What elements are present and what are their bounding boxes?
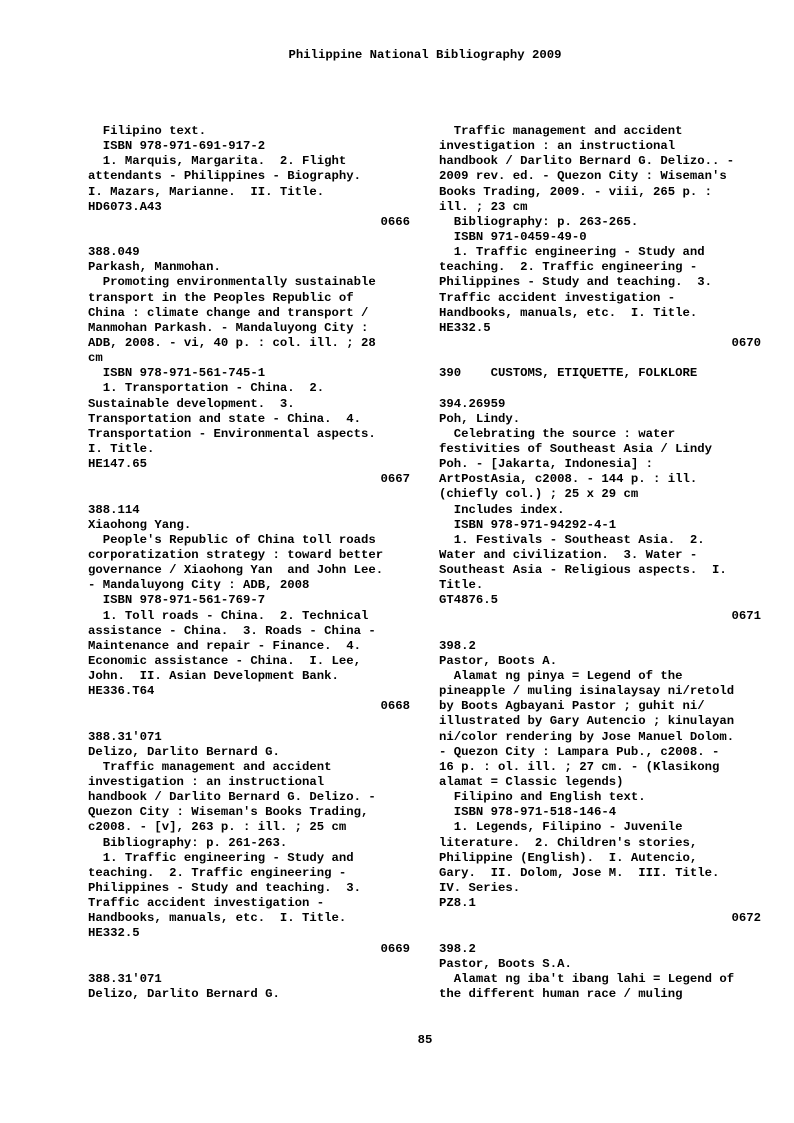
text-line: Philippines - Study and teaching. 3. — [439, 275, 713, 290]
text-line: Quezon City : Wiseman's Books Trading, — [88, 805, 369, 820]
text-line: investigation : an instructional — [88, 775, 325, 790]
text-line: Poh. - [Jakarta, Indonesia] : — [439, 457, 654, 472]
text-line: 1. Legends, Filipino - Juvenile — [439, 820, 683, 835]
text-line: HE336.T64 — [88, 684, 155, 699]
text-line: I. Title. — [88, 441, 155, 456]
text-line: Manmohan Parkash. - Mandaluyong City : — [88, 320, 369, 335]
text-line: ISBN 978-971-94292-4-1 — [439, 517, 617, 532]
text-line: investigation : an instructional — [439, 139, 676, 154]
text-line: ISBN 978-971-518-146-4 — [439, 805, 617, 820]
text-line: John. II. Asian Development Bank. — [88, 669, 339, 684]
blank-line — [88, 714, 410, 729]
text-line: 1. Marquis, Margarita. 2. Flight — [88, 154, 347, 169]
text-line: teaching. 2. Traffic engineering - — [88, 865, 347, 880]
text-line: festivities of Southeast Asia / Lindy — [439, 441, 713, 456]
text-line: Books Trading, 2009. - viii, 265 p. : — [439, 184, 713, 199]
entry-number: 0671 — [731, 608, 761, 623]
text-line: HE332.5 — [88, 926, 140, 941]
text-line: 1. Traffic engineering - Study and — [439, 245, 705, 260]
text-line: HD6073.A43 — [88, 199, 162, 214]
blank-line — [439, 351, 761, 366]
blank-line — [88, 957, 410, 972]
text-line: 2009 rev. ed. - Quezon City : Wiseman's — [439, 169, 727, 184]
text-line: the different human race / muling — [439, 987, 683, 1002]
text-line: Bibliography: p. 261-263. — [88, 835, 288, 850]
text-line: ISBN 971-0459-49-0 — [439, 229, 587, 244]
text-line: 388.31'071 — [88, 729, 162, 744]
entry-number: 0666 — [380, 214, 410, 229]
text-line: Xiaohong Yang. — [88, 517, 192, 532]
text-line: ni/color rendering by Jose Manuel Dolom. — [439, 729, 735, 744]
text-line: 16 p. : ol. ill. ; 27 cm. - (Klasikong — [439, 759, 720, 774]
text-line: Parkash, Manmohan. — [88, 260, 221, 275]
text-line: HE147.65 — [88, 457, 148, 472]
text-line: ArtPostAsia, c2008. - 144 p. : ill. — [439, 472, 698, 487]
text-line: Philippines - Study and teaching. 3. — [88, 881, 362, 896]
blank-line — [439, 381, 761, 396]
entry-number: 0669 — [380, 941, 410, 956]
text-line: Delizo, Darlito Bernard G. — [88, 987, 280, 1002]
text-line: Bibliography: p. 263-265. — [439, 214, 639, 229]
text-line: Traffic accident investigation - — [439, 290, 676, 305]
text-line: ill. ; 23 cm — [439, 199, 528, 214]
text-line: Economic assistance - China. I. Lee, — [88, 653, 362, 668]
text-line: alamat = Classic legends) — [439, 775, 624, 790]
text-line: ISBN 978-971-561-769-7 — [88, 593, 266, 608]
text-line: 1. Traffic engineering - Study and — [88, 850, 354, 865]
text-line: Sustainable development. 3. — [88, 396, 295, 411]
text-line: - Mandaluyong City : ADB, 2008 — [88, 578, 310, 593]
text-line: Includes index. — [439, 502, 565, 517]
text-line: 388.114 — [88, 502, 140, 517]
text-line: Water and civilization. 3. Water - — [439, 547, 698, 562]
text-line: assistance - China. 3. Roads - China - — [88, 623, 376, 638]
text-line: by Boots Agbayani Pastor ; guhit ni/ — [439, 699, 705, 714]
text-line: 388.049 — [88, 245, 140, 260]
text-line: literature. 2. Children's stories, — [439, 835, 698, 850]
text-line: PZ8.1 — [439, 896, 476, 911]
text-line: Transportation and state - China. 4. — [88, 411, 362, 426]
text-line: - Quezon City : Lampara Pub., c2008. - — [439, 744, 720, 759]
text-line: ISBN 978-971-561-745-1 — [88, 366, 266, 381]
text-line: 398.2 — [439, 941, 476, 956]
text-line: cm — [88, 351, 103, 366]
text-line: attendants - Philippines - Biography. — [88, 169, 362, 184]
entry-number: 0672 — [731, 911, 761, 926]
text-line: Pastor, Boots S.A. — [439, 956, 572, 971]
page-header: Philippine National Bibliography 2009 — [288, 48, 562, 62]
text-line: Alamat ng iba't ibang lahi = Legend of — [439, 971, 735, 986]
text-line: 1. Festivals - Southeast Asia. 2. — [439, 532, 705, 547]
text-line: People's Republic of China toll roads — [88, 532, 376, 547]
text-line: c2008. - [v], 263 p. : ill. ; 25 cm — [88, 820, 347, 835]
text-line: handbook / Darlito Bernard G. Delizo. - — [88, 790, 376, 805]
text-line: ISBN 978-971-691-917-2 — [88, 139, 266, 154]
text-line: Handbooks, manuals, etc. I. Title. — [88, 911, 347, 926]
text-line: Gary. II. Dolom, Jose M. III. Title. — [439, 865, 720, 880]
text-line: Pastor, Boots A. — [439, 653, 558, 668]
text-line: GT4876.5 — [439, 593, 499, 608]
text-line: Traffic management and accident — [439, 124, 683, 138]
text-line: Filipino text. — [88, 124, 207, 138]
text-line: Title. — [439, 578, 484, 593]
text-line: Poh, Lindy. — [439, 411, 521, 426]
text-line: Filipino and English text. — [439, 790, 646, 805]
text-line: 1. Transportation - China. 2. — [88, 381, 325, 396]
text-line: HE332.5 — [439, 320, 491, 335]
text-line: 390 CUSTOMS, ETIQUETTE, FOLKLORE — [439, 366, 698, 381]
text-line: transport in the Peoples Republic of — [88, 290, 354, 305]
text-line: 1. Toll roads - China. 2. Technical — [88, 608, 369, 623]
entry-number: 0667 — [380, 472, 410, 487]
text-line: China : climate change and transport / — [88, 305, 369, 320]
text-line: IV. Series. — [439, 881, 521, 896]
blank-line — [88, 230, 410, 245]
text-line: handbook / Darlito Bernard G. Delizo.. - — [439, 154, 735, 169]
text-line: (chiefly col.) ; 25 x 29 cm — [439, 487, 639, 502]
text-line: Delizo, Darlito Bernard G. — [88, 744, 280, 759]
text-line: ADB, 2008. - vi, 40 p. : col. ill. ; 28 — [88, 335, 376, 350]
text-line: Traffic accident investigation - — [88, 896, 325, 911]
right-column — [439, 124, 761, 1002]
text-line: Transportation - Environmental aspects. — [88, 426, 376, 441]
left-column — [88, 124, 410, 1002]
text-line: illustrated by Gary Autencio ; kinulayan — [439, 714, 735, 729]
blank-line — [88, 487, 410, 502]
text-line: Philippine (English). I. Autencio, — [439, 850, 698, 865]
text-line: Alamat ng pinya = Legend of the — [439, 669, 683, 684]
text-line: governance / Xiaohong Yan and John Lee. — [88, 563, 384, 578]
blank-line — [439, 926, 761, 941]
text-line: pineapple / muling isinalaysay ni/retold — [439, 684, 735, 699]
text-line: Traffic management and accident — [88, 759, 332, 774]
text-line: 398.2 — [439, 638, 476, 653]
blank-line — [439, 624, 761, 639]
entry-number: 0670 — [731, 335, 761, 350]
entry-number: 0668 — [380, 699, 410, 714]
text-line: teaching. 2. Traffic engineering - — [439, 260, 698, 275]
text-line: I. Mazars, Marianne. II. Title. — [88, 184, 325, 199]
text-line: 388.31'071 — [88, 971, 162, 986]
page-number: 85 — [417, 1033, 433, 1047]
text-line: Handbooks, manuals, etc. I. Title. — [439, 305, 698, 320]
text-line: Maintenance and repair - Finance. 4. — [88, 638, 362, 653]
text-line: Southeast Asia - Religious aspects. I. — [439, 563, 727, 578]
text-line: 394.26959 — [439, 396, 506, 411]
text-line: Promoting environmentally sustainable — [88, 275, 376, 290]
text-line: corporatization strategy : toward better — [88, 547, 384, 562]
text-line: Celebrating the source : water — [439, 426, 676, 441]
